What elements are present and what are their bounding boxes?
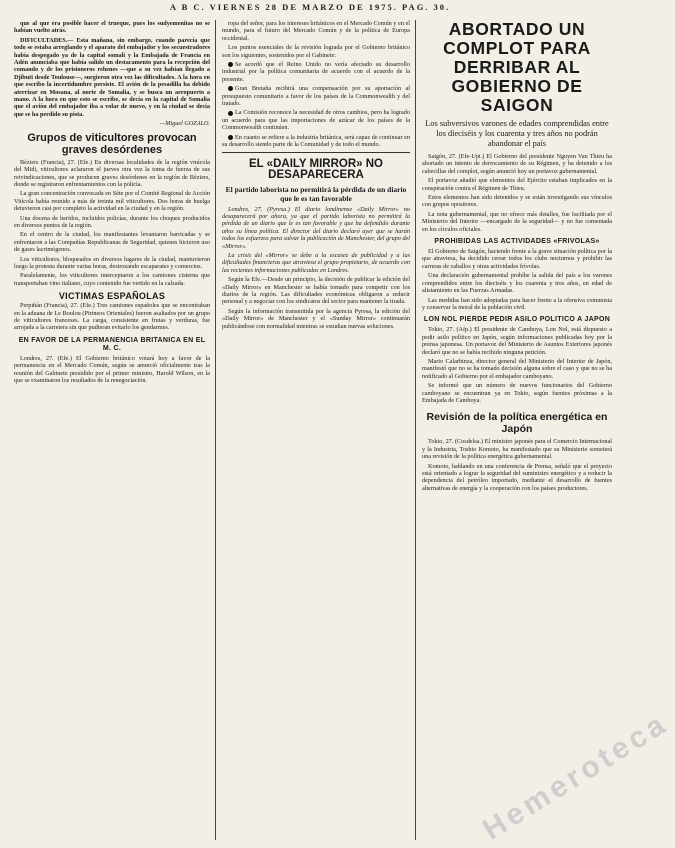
article-paragraph: Los viticultores, bloqueados en diversos lugares de la ciudad, mantuvieron luego la protesta durante varias horas, destrozando escaparates y comercios. xyxy=(14,255,210,270)
article-paragraph: Según la información transmitida por la agencia Pyresa, la edición del «Daily Mirror» de Manchester y el «Sunday Mirror» continuarán publicándose con normalidad mientras se estudian nuevas soluciones. xyxy=(222,307,410,330)
section-divider xyxy=(222,152,410,153)
article-paragraph: El portavoz añadió que elementos del Ejército estaban implicados en la conspiración contra el Régimen de Thieu. xyxy=(422,177,612,192)
page-header: A B C. VIERNES 28 DE MARZO DE 1975. PAG. 30. xyxy=(169,2,451,12)
column-rule xyxy=(215,20,216,840)
article-paragraph: Estos elementos han sido detenidos y se están investigando sus vínculos con grupos opositores. xyxy=(422,194,612,209)
byline: —Miguel GOZALO. xyxy=(159,120,210,128)
article-paragraph: La nota gubernamental, que no ofrece más detalles, fue facilitada por el Ministerio del Interior —encargado de la seguridad— y no fue comentada en los círculos oficiales. xyxy=(422,210,612,233)
headline-lon-nol: LON NOL PIERDE PEDIR ASILO POLITICO A JAPON xyxy=(423,316,611,324)
article-paragraph: Mario Calarbinza, director general del Ministerio del Interior de Japón, manifestó que no se ha tomado decisión alguna sobre el caso y que no se ha notificado al Gobierno por el embajador camboyano. xyxy=(422,357,612,380)
article-paragraph: DIFICULTADES.— Esta mañana, sin embargo, cuando parecía que todo se estaba arreglando y el aparato del embajador y los secuestradores había despegado ya de la capital somalí y la Embajada de Francia en Adén anunciaba que había salido un destacamento para la recepción del comando y de los prisioneros rehenes —que a su vez habían llegado a Djibuti desde Toulouse—, surgieron otra vez las dificultades. A la hora en que escribo la incertidumbre persiste. El avión de la pesadilla ha debido aterrizar en Mosana, al norte de Somalia, y se busca un aeropuerto a mano. A la hora en que esto se escribe, se decía en la capital de Somalia que el avión del embajador iba a volar de nuevo, y en la ciudad se decía que se ha perdido su pista. xyxy=(14,36,210,118)
article-paragraph: Las medidas han sido adoptadas para hacer frente a la ofensiva comunista y conservar la moral de la población civil. xyxy=(422,296,612,311)
bullet-item: La Comisión reconoce la necesidad de otros cambios, pero ha logrado un acuerdo para que las importaciones de azúcar de los países de la Commonwealth continúen. xyxy=(222,109,410,132)
subheadline-daily-mirror: El partido laborista no permitirá la pérdida de un diario que le es tan favorable xyxy=(225,184,407,203)
bullet-icon xyxy=(228,111,233,116)
article-paragraph: La crisis del «Mirror» se debe a la escasez de publicidad y a las dificultades financieras que atraviesa el grupo propietario, de acuerdo con las recientes informaciones publicadas en Londres. xyxy=(222,251,410,274)
subheadline-saigon: Los subversivos varones de edades comprendidas entre los dieciséis y los cuarenta y tres años no podrán abandonar el país xyxy=(425,119,609,148)
article-paragraph: Una declaración gubernamental prohíbe la salida del país a los varones comprendidos entre los dieciséis y los cuarenta y tres años, en edad de alistamiento en las Fuerzas Armadas. xyxy=(422,272,612,295)
article-paragraph: Tokio, 27. (Cosdelsa.) El ministro japonés para el Comercio Internacional y la Industria, Toshio Komoto, ha manifestado que su Ministerio someterá una revisión de la política energética gubernamental. xyxy=(422,438,612,461)
bullet-item: Se acordó que el Reino Unido no vería afectado su desarrollo industrial por la política comunitaria de acuerdo con el acuerdo de la presente. xyxy=(222,61,410,83)
article-paragraph: En el centro de la ciudad, los manifestantes levantaron barricadas y se enfrentaron a las Compañías Republicanas de Seguridad, quienes hicieron uso de gases lacrimógenos. xyxy=(14,231,210,254)
article-paragraph: Komoto, hablando en una conferencia de Prensa, señaló que el proyecto está orientado a lograr la seguridad del suministro energético y a reducir la dependencia del petróleo importado, mediante el desarrollo de fuentes alternativas de energía y la cooperación con los países productores. xyxy=(422,462,612,492)
bullet-icon xyxy=(228,86,233,91)
bullet-item: Gran Bretaña recibirá una compensación por su aportación al presupuesto comunitario a favor de los países de la Commonwealth y del tratado. xyxy=(222,85,410,108)
column-middle xyxy=(222,20,410,840)
headline-saigon: ABORTADO UN COMPLOT PARA DERRIBAR AL GOBIERNO DE SAIGON xyxy=(443,19,591,115)
article-paragraph: Tokio, 27. (Afp.) El presidente de Camboya, Lon Nol, está dispuesto a pedir asilo político en Japón, según informaciones publicadas hoy por la prensa japonesa. Un portavoz del Ministerio de Asuntos Exteriores japonés declaró que no se había recibido ninguna petición. xyxy=(422,326,612,356)
article-paragraph: El Gobierno de Saigón, haciendo frente a la grave situación política por la que atraviesa, ha decidido cerrar todos los clubs nocturnos y prohibir las carreras de caballos y otras actividades frívolas. xyxy=(422,248,612,270)
hemeroteca-watermark: Hemeroteca xyxy=(477,706,675,847)
headline-daily-mirror: EL «DAILY MIRROR» NO DESAPARECERA xyxy=(249,157,383,181)
headline-victimas: VICTIMAS ESPAÑOLAS xyxy=(58,291,166,302)
article-paragraph: Londres, 27. (Efe.) El Gobierno británico votará hoy a favor de la permanencia en el Mercado Común, según se anunció oficialmente tras la reunión del Gabinete presidido por el primer ministro, Harold Wilson, en la que se examinaron los resultados de la renegociación. xyxy=(14,354,210,385)
article-paragraph: Béziers (Francia), 27. (Efe.) En diversas localidades de la región vinícola del Midi, viticultores aclararon el jueves otra vez la toma de fuerza de sus reivindicaciones, que se producen graves desórdenes en la región de Béziers, donde se registraron enfrentamientos con la policía. xyxy=(14,158,210,188)
article-paragraph: Una docena de heridos, incluidos policías, durante los choques producidos en diversos puntos de la región. xyxy=(14,214,210,229)
headline-prohibidas: PROHIBIDAS LAS ACTIVIDADES «FRIVOLAS» xyxy=(434,238,600,246)
column-right xyxy=(422,20,612,840)
article-paragraph: Paralelamente, los viticultores interceptaron a los camiones cisterna que transportaban vino italiano, cuyo contenido fue vertido en la calzada. xyxy=(14,272,210,287)
article-paragraph: Los puntos esenciales de la revisión lograda por el Gobierno británico son los siguientes, sostenidos por el Gabinete: xyxy=(222,44,410,59)
article-paragraph: Londres, 27. (Pyresa.) El diario londinense «Daily Mirror» no desaparecerá por ahora, ya que el partido laborista no permitirá la pérdida de un diario que le es tan favorable y que ha defendido durante años su línea política. El director del diario declaró ayer que se harán todos los esfuerzos para salvar la publicación de Manchester, del grupo del «Mirror». xyxy=(222,205,410,250)
headline-viticultores: Grupos de viticultores provocan graves desórdenes xyxy=(27,131,197,156)
column-rule xyxy=(415,20,416,840)
article-paragraph: que al que era posible hacer el trueque, pues los sudyemenitas no se habían vuelto atrás. xyxy=(14,20,210,35)
article-paragraph: Se informó que un número de nuevos funcionarios del Gobierno camboyano se encuentran ya en Tokio, según fuentes próximas a la Embajada de Camboya. xyxy=(422,382,612,404)
bullet-icon xyxy=(228,135,233,140)
headline-japon: Revisión de la política energética en Japón xyxy=(426,411,608,435)
article-paragraph: Según la Efe.—Desde un principio, la decisión de publicar la edición del «Daily Mirror» en Manchester se había tomado para competir con los diarios de la región. Las dificultades económicas obligaron a reducir personal y a negociar con los sindicatos del sector para mantener la tirada. xyxy=(222,276,410,306)
bullet-item: En cuanto se refiere a la industria británica, será capaz de continuar en su desarrollo siendo parte de la Comunidad y de todo el mundo. xyxy=(222,133,410,149)
column-left xyxy=(14,20,210,840)
article-paragraph: Saigón, 27. (Efe-Upi.) El Gobierno del presidente Nguyen Van Thieu ha abortado un intento de derrocamiento de su Régimen, y ha detenido a los cabecillas del complot, según anunció hoy un portavoz gubernamental. xyxy=(422,153,612,175)
article-paragraph: La gran concentración convocada en Sète por el Comité Regional de Acción Vitícola había reunido a más de treinta mil viticultores. Dos horas de huelga detuvieron casi por completo la actividad en la ciudad y en la región. xyxy=(14,190,210,213)
article-paragraph: Perpiñán (Francia), 27. (Efe.) Tres camiones españoles que se encontraban en la aduana de Le Boulou (Pirineos Orientales) fueron asaltados por un grupo de viticultores franceses. La carga, consistente en frutas y verduras, fue arrojada a la carretera sin que pudieran evitarlo los gendarmes. xyxy=(14,302,210,332)
bullet-icon xyxy=(228,62,233,67)
headline-permanencia: EN FAVOR DE LA PERMANENCIA BRITANICA EN EL M. C. xyxy=(18,336,206,352)
article-paragraph: ropa del señor, para los intereses británicos en el Mercado Común y en el mundo, para el futuro del Mercado Común y de la política de Europa occidental. xyxy=(222,20,410,42)
